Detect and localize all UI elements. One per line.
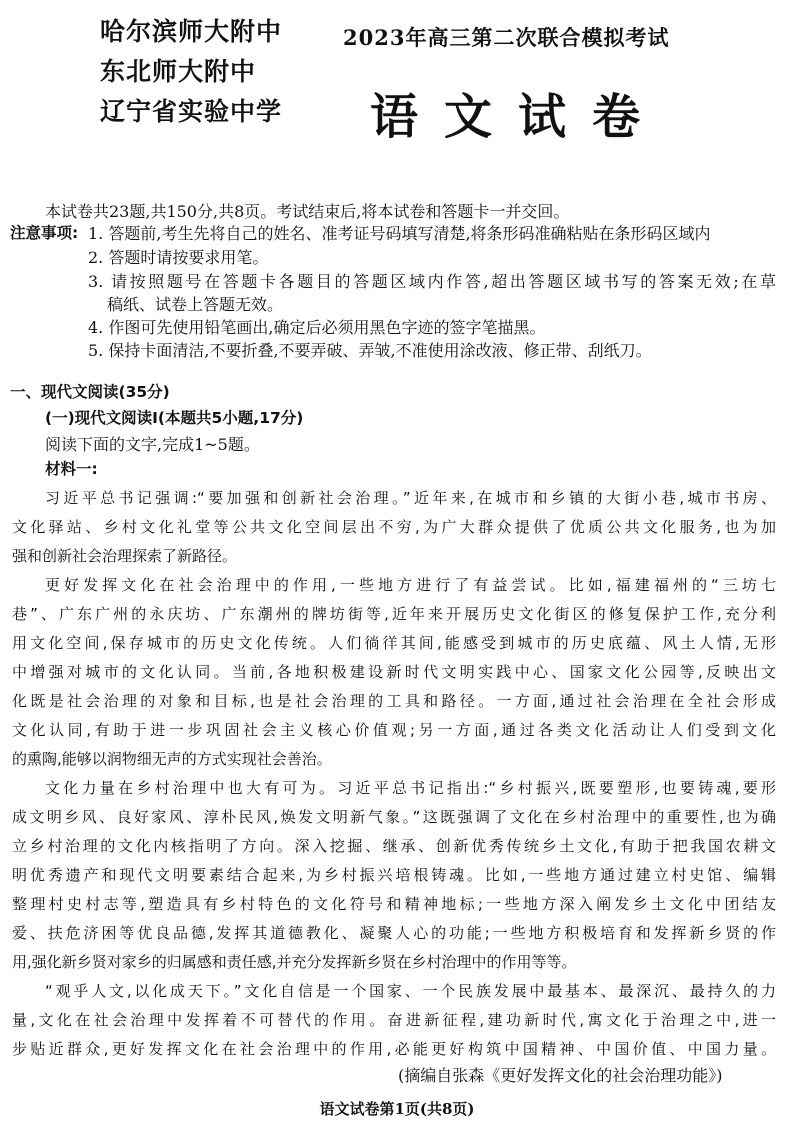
note-item: 2. 答题时请按要求用笔。 [88, 248, 269, 267]
passage-line: 用,强化新乡贤对家乡的归属感和责任感,并充分发挥新乡贤在乡村治理中的作用等等。 [12, 953, 577, 971]
passage-line: 强和创新社会治理探索了新路径。 [12, 547, 238, 565]
passage-line: 文化认同,有助于进一步巩固社会主义核心价值观;另一方面,通过各类文化活动让人们受到文化 [12, 721, 776, 739]
school-name: 哈尔滨师大附中 [100, 17, 283, 46]
passage-line: 的熏陶,能够以润物细无声的方式实现社会善治。 [12, 750, 332, 768]
passage-line: “观乎人文,以化成天下。”文化自信是一个国家、一个民族发展中最基本、最深沉、最持久的力 [45, 982, 776, 1000]
note-item: 稿纸、试卷上答题无效。 [107, 295, 284, 314]
section-heading: 一、现代文阅读(35分) [10, 383, 170, 401]
passage-line: 文化力量在乡村治理中也大有可为。习近平总书记指出:“乡村振兴,既要塑形,也要铸魂,要形 [45, 779, 776, 797]
subsection-heading: (一)现代文阅读Ⅰ(本题共5小题,17分) [45, 409, 304, 427]
passage-line: 爱、扶危济困等优良品德,发挥其道德教化、凝聚人心的功能;一些地方积极培育和发挥新乡贤的作 [12, 924, 776, 942]
note-item: 5. 保持卡面清洁,不要折叠,不要弄破、弄皱,不准使用涂改液、修正带、刮纸刀。 [88, 341, 652, 360]
passage-line: 文化驿站、乡村文化礼堂等公共文化空间层出不穷,为广大群众提供了优质公共文化服务,也为加 [12, 518, 776, 536]
source-citation: (摘编自张森《更好发挥文化的社会治理功能》) [398, 1066, 723, 1085]
reading-instruction: 阅读下面的文字,完成1~5题。 [45, 435, 260, 454]
passage-line: 中增强对城市的文化认同。当前,各地积极建设新时代文明实践中心、国家文化公园等,反映出文 [12, 663, 776, 681]
school-list [100, 12, 320, 132]
passage-line: 整理村史村志等,塑造具有乡村特色的文化符号和精神地标;一些地方深入阐发乡土文化中团结友 [12, 895, 776, 913]
passage-line: 步贴近群众,更好发挥文化在社会治理中的作用,必能更好构筑中国精神、中国价值、中国力量。 [12, 1040, 776, 1058]
passage-line: 用文化空间,保存城市的历史文化传统。人们徜徉其间,能感受到城市的历史底蕴、风土人情,无形 [12, 634, 776, 652]
school-name: 东北师大附中 [100, 57, 257, 86]
passage-line: 习近平总书记强调:“要加强和创新社会治理。”近年来,在城市和乡镇的大街小巷,城市书房、 [45, 489, 776, 507]
page-footer: 语文试卷第1页(共8页) [319, 1100, 475, 1118]
passage-line: 成文明乡风、良好家风、淳朴民风,焕发文明新气象。”这既强调了文化在乡村治理中的重要性,也为确 [12, 808, 776, 826]
intro-text: 本试卷共23题,共150分,共8页。考试结束后,将本试卷和答题卡一并交回。 [45, 202, 570, 221]
note-item: 4. 作图可先使用铅笔画出,确定后必须用黑色字迹的签字笔描黑。 [88, 318, 546, 337]
passage-line: 量,文化在社会治理中发挥着不可替代的作用。奋进新征程,建功新时代,寓文化于治理之中,进一 [12, 1011, 776, 1029]
passage-line: 明优秀遗产和现代文明要素结合起来,为乡村振兴培根铸魂。比如,一些地方通过建立村史馆、编辑 [12, 866, 776, 884]
passage-line: 巷”、广东广州的永庆坊、广东潮州的牌坊街等,近年来开展历史文化街区的修复保护工作,充分利 [12, 605, 776, 623]
passage-line: 立乡村治理的文化内核指明了方向。深入挖掘、继承、创新优秀传统乡土文化,有助于把我国农耕文 [12, 837, 776, 855]
school-name: 辽宁省实验中学 [100, 97, 283, 126]
note-item: 3. 请按照题号在答题卡各题目的答题区域内作答,超出答题区域书写的答案无效;在草 [88, 272, 776, 291]
passage-line: 化既是社会治理的对象和目标,也是社会治理的工具和路径。一方面,通过社会治理在全社会形成 [12, 692, 776, 710]
note-item: 1. 答题前,考生先将自己的姓名、准考证号码填写清楚,将条形码准确粘贴在条形码区域内 [88, 224, 711, 243]
exam-title: 2023年高三第二次联合模拟考试 [343, 25, 670, 50]
subject-title: 语文试卷 [370, 89, 667, 145]
passage-line: 更好发挥文化在社会治理中的作用,一些地方进行了有益尝试。比如,福建福州的“三坊七 [45, 576, 776, 594]
material-label: 材料一: [45, 460, 98, 478]
notes-label: 注意事项: [10, 224, 79, 242]
